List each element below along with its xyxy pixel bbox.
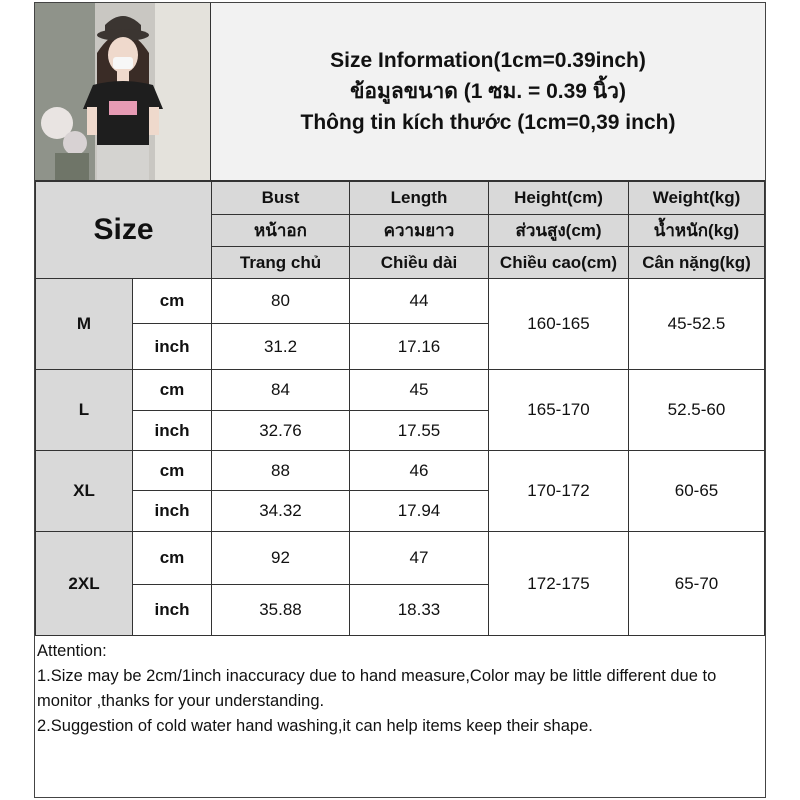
- col-header-bust-en: Bust: [211, 181, 350, 215]
- unit-cm-2xl: cm: [132, 531, 212, 585]
- weight-m: 45-52.5: [628, 278, 765, 370]
- size-cell-xl: XL: [35, 450, 133, 532]
- height-xl: 170-172: [488, 450, 629, 532]
- unit-cm-xl: cm: [132, 450, 212, 491]
- bust-cm-2xl: 92: [211, 531, 350, 585]
- col-header-length-en: Length: [349, 181, 489, 215]
- unit-inch-xl: inch: [132, 490, 212, 532]
- product-photo: [35, 3, 211, 181]
- unit-cm-m: cm: [132, 278, 212, 324]
- bust-inch-m: 31.2: [211, 323, 350, 370]
- length-inch-2xl: 18.33: [349, 584, 489, 636]
- bust-cm-m: 80: [211, 278, 350, 324]
- unit-inch-m: inch: [132, 323, 212, 370]
- length-cm-m: 44: [349, 278, 489, 324]
- bust-inch-xl: 34.32: [211, 490, 350, 532]
- col-header-length-vi: Chiều dài: [349, 246, 489, 279]
- weight-l: 52.5-60: [628, 369, 765, 451]
- length-cm-xl: 46: [349, 450, 489, 491]
- unit-inch-l: inch: [132, 410, 212, 451]
- height-l: 165-170: [488, 369, 629, 451]
- model-illustration: [35, 3, 211, 181]
- col-header-weight-vi: Cân nặng(kg): [628, 246, 765, 279]
- notes-line-1: 1.Size may be 2cm/1inch inaccuracy due to hand measure,Color may be little different due to monitor ,thanks for your understanding.: [37, 667, 717, 710]
- bust-inch-l: 32.76: [211, 410, 350, 451]
- col-header-bust-vi: Trang chủ: [211, 246, 350, 279]
- notes-heading: Attention:: [37, 642, 107, 660]
- size-cell-l: L: [35, 369, 133, 451]
- col-header-bust-th: หน้าอก: [211, 214, 350, 247]
- attention-notes: [37, 639, 763, 739]
- title-english: Size Information(1cm=0.39inch): [330, 49, 646, 72]
- weight-2xl: 65-70: [628, 531, 765, 636]
- title-vietnamese: Thông tin kích thước (1cm=0,39 inch): [300, 111, 676, 134]
- length-cm-l: 45: [349, 369, 489, 411]
- col-header-weight-th: น้ำหนัก(kg): [628, 214, 765, 247]
- title-block: [211, 3, 765, 181]
- unit-cm-l: cm: [132, 369, 212, 411]
- size-cell-m: M: [35, 278, 133, 370]
- bust-cm-xl: 88: [211, 450, 350, 491]
- length-inch-l: 17.55: [349, 410, 489, 451]
- length-inch-xl: 17.94: [349, 490, 489, 532]
- size-cell-2xl: 2XL: [35, 531, 133, 636]
- unit-inch-2xl: inch: [132, 584, 212, 636]
- size-header: Size: [35, 181, 212, 279]
- size-chart: [34, 2, 766, 798]
- col-header-height-th: ส่วนสูง(cm): [488, 214, 629, 247]
- col-header-height-vi: Chiều cao(cm): [488, 246, 629, 279]
- weight-xl: 60-65: [628, 450, 765, 532]
- length-cm-2xl: 47: [349, 531, 489, 585]
- length-inch-m: 17.16: [349, 323, 489, 370]
- title-thai: ข้อมูลขนาด (1 ซม. = 0.39 นิ้ว): [350, 80, 626, 103]
- col-header-height-en: Height(cm): [488, 181, 629, 215]
- bust-cm-l: 84: [211, 369, 350, 411]
- bust-inch-2xl: 35.88: [211, 584, 350, 636]
- col-header-weight-en: Weight(kg): [628, 181, 765, 215]
- notes-line-2: 2.Suggestion of cold water hand washing,it can help items keep their shape.: [37, 717, 593, 735]
- height-m: 160-165: [488, 278, 629, 370]
- col-header-length-th: ความยาว: [349, 214, 489, 247]
- height-2xl: 172-175: [488, 531, 629, 636]
